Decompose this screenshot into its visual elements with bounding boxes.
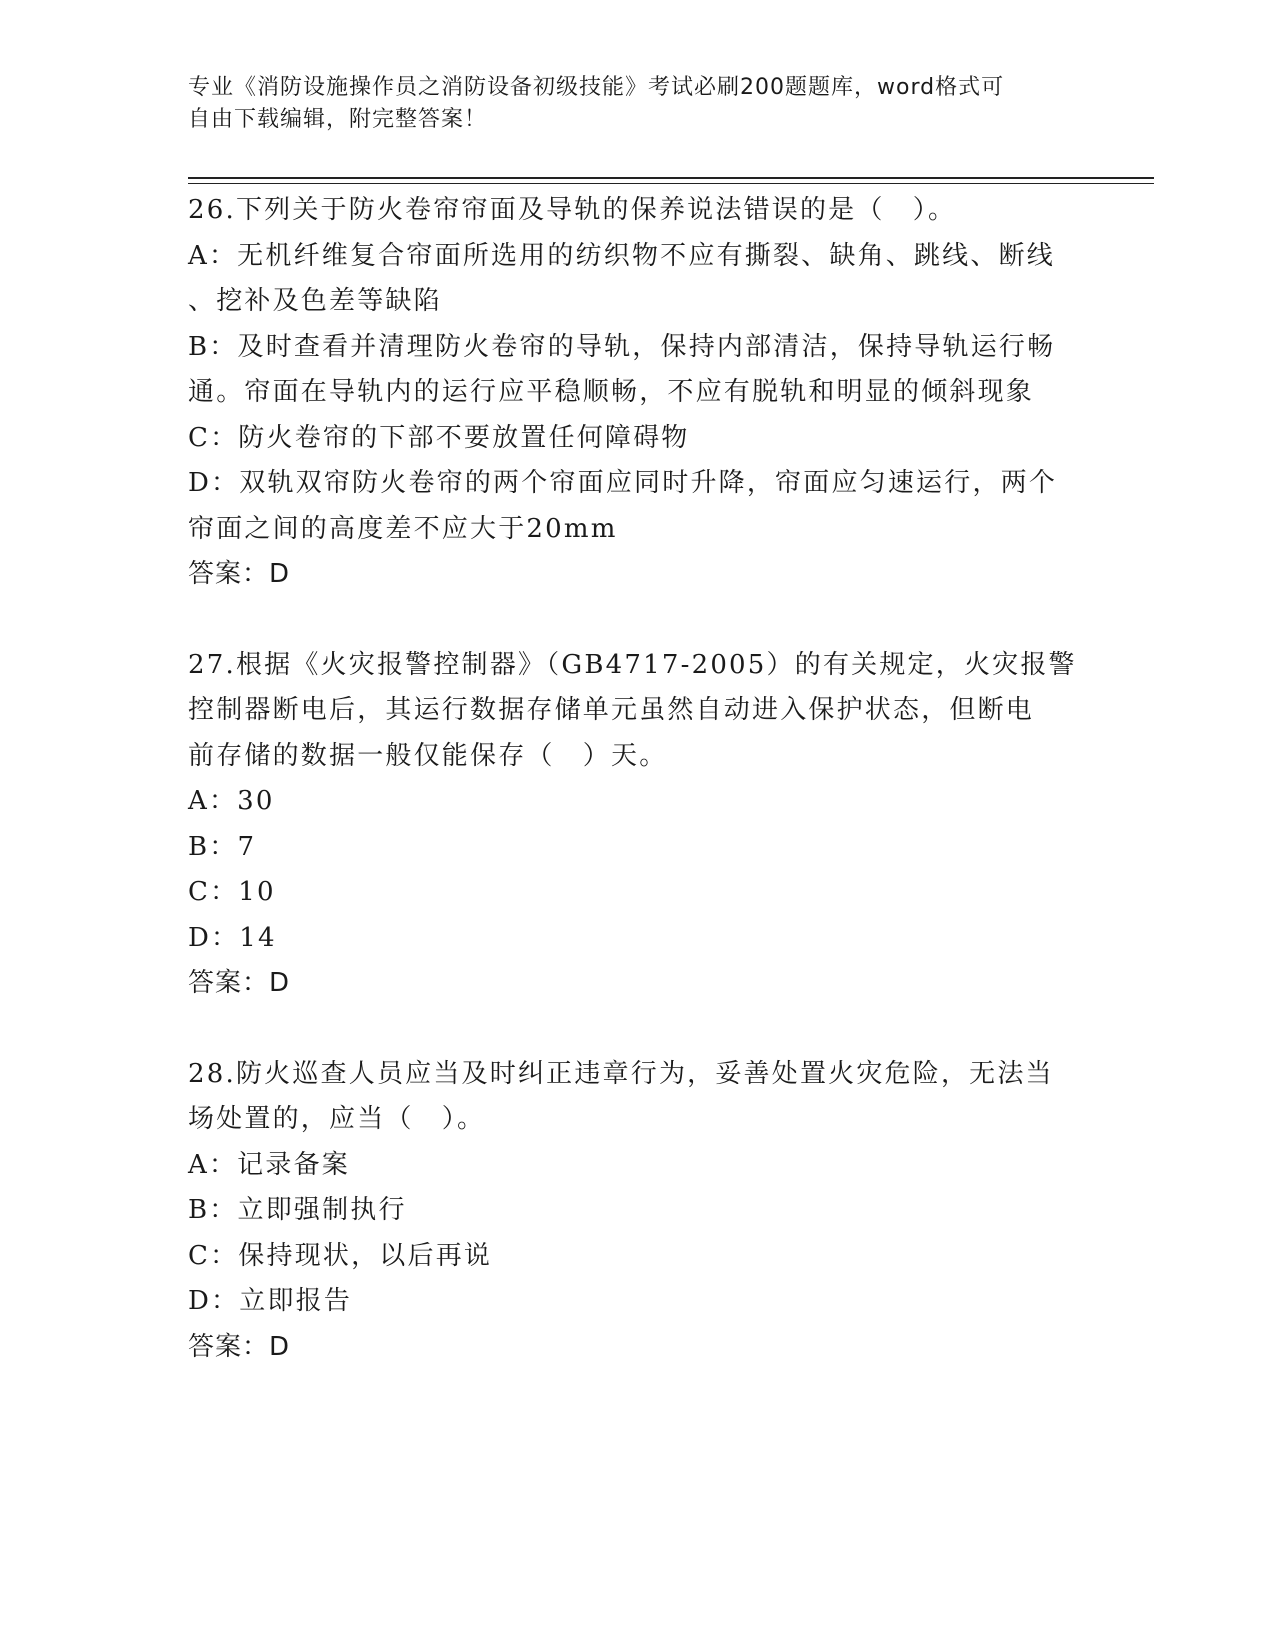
option-a: A：30 [188, 786, 275, 816]
option-b: B：7 [188, 831, 257, 862]
option-text: 通。帘面在导轨内的运行应平稳顺畅，不应有脱轨和明显的倾斜现象 [188, 377, 1035, 407]
option-text: 帘面之间的高度差不应大于20mm [188, 513, 618, 544]
answer-label: 答案：D [188, 968, 291, 998]
option-text: C：防火卷帘的下部不要放置任何障碍物 [188, 422, 690, 453]
header-divider-thick [188, 177, 1154, 179]
option-text: D：双轨双帘防火卷帘的两个帘面应同时升降，帘面应匀速运行，两个 [188, 468, 1058, 498]
option-c [188, 416, 1088, 462]
question-list [188, 188, 1088, 1370]
answer-label: 答案：D [188, 559, 291, 589]
question-27 [188, 643, 1088, 1007]
option-c: C：10 [188, 877, 276, 907]
header-divider-thin [188, 183, 1154, 184]
question-stem: 场处置的，应当（ ）。 [188, 1104, 486, 1134]
document-header [188, 72, 1068, 136]
option-b: B：立即强制执行 [188, 1195, 407, 1225]
option-text: 、挖补及色差等缺陷 [188, 286, 442, 316]
question-28 [188, 1052, 1088, 1371]
header-line-1: 专业《消防设施操作员之消防设备初级技能》考试必刷200题题库，word格式可 [188, 75, 1005, 100]
question-stem: 27.根据《火灾报警控制器》（GB4717-2005）的有关规定，火灾报警 [188, 649, 1077, 680]
question-26 [188, 188, 1088, 598]
option-b [188, 325, 1088, 416]
option-a [188, 234, 1088, 325]
option-text: A：无机纤维复合帘面所选用的纺织物不应有撕裂、缺角、跳线、断线 [188, 240, 1055, 271]
option-text: B：及时查看并清理防火卷帘的导轨，保持内部清洁，保持导轨运行畅 [188, 331, 1056, 362]
question-stem: 控制器断电后，其运行数据存储单元虽然自动进入保护状态，但断电 [188, 695, 1035, 725]
question-stem: 前存储的数据一般仅能保存（ ）天。 [188, 740, 668, 771]
option-d: D：14 [188, 922, 277, 953]
question-stem: 26.下列关于防火卷帘帘面及导轨的保养说法错误的是（ ）。 [188, 195, 957, 225]
option-d: D：立即报告 [188, 1286, 353, 1316]
question-stem: 28.防火巡查人员应当及时纠正违章行为，妥善处置火灾危险，无法当 [188, 1058, 1054, 1089]
option-d [188, 461, 1088, 552]
header-line-2: 自由下载编辑，附完整答案！ [188, 107, 488, 132]
option-c: C：保持现状，以后再说 [188, 1240, 493, 1271]
answer-label: 答案：D [188, 1331, 291, 1362]
option-a: A：记录备案 [188, 1149, 350, 1180]
